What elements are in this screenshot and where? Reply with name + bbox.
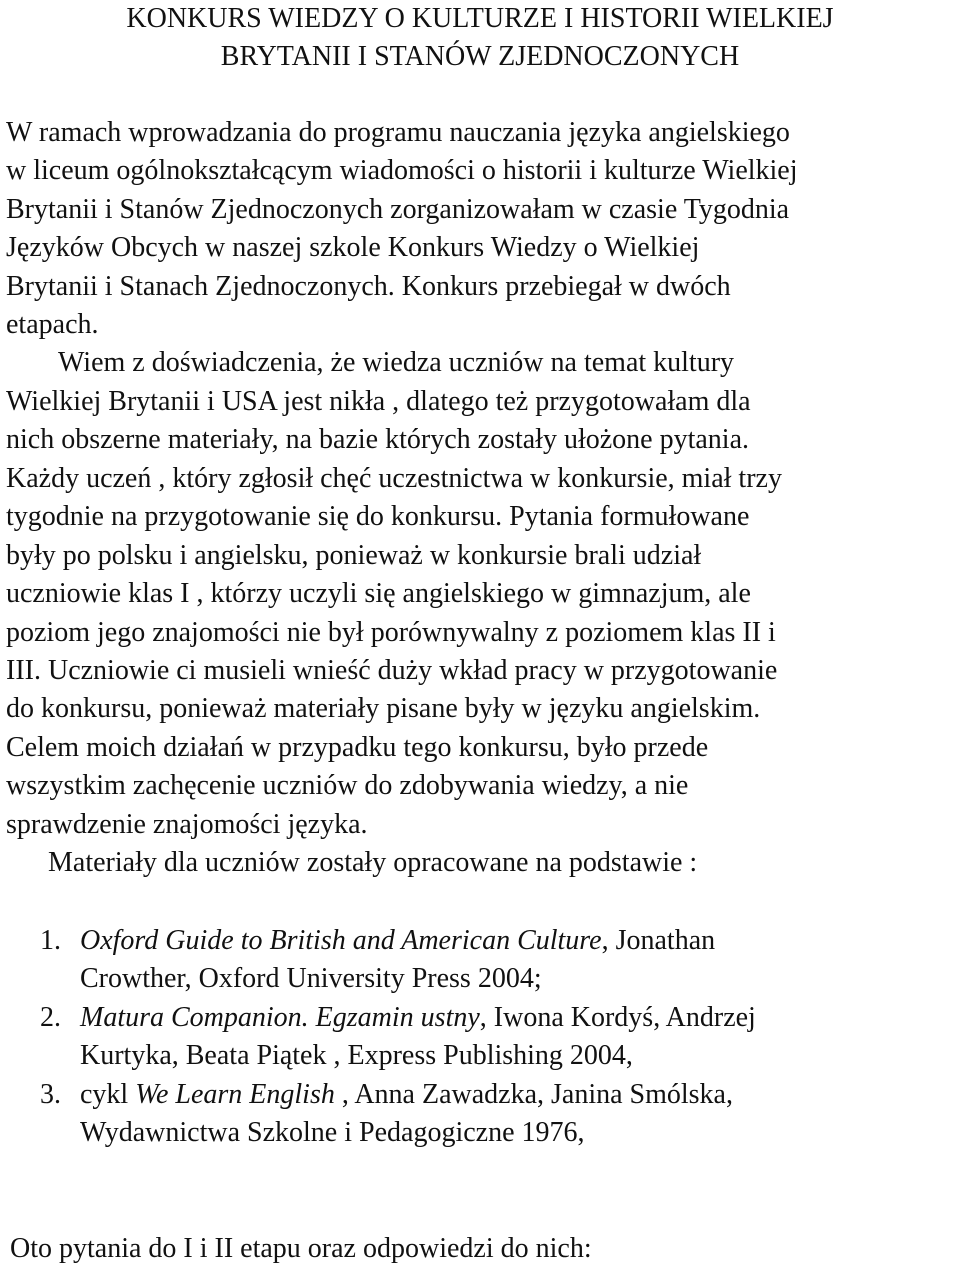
source-line: Kurtyka, Beata Piątek , Express Publishing 2004, bbox=[80, 1040, 633, 1071]
body-line: Języków Obcych w naszej szkole Konkurs Wiedzy o Wielkiej bbox=[6, 232, 700, 263]
body-line: Brytanii i Stanów Zjednoczonych zorganizowałam w czasie Tygodnia bbox=[6, 194, 790, 225]
body-line: w liceum ogólnokształcącym wiadomości o historii i kulturze Wielkiej bbox=[6, 155, 798, 186]
body-line: Brytanii i Stanach Zjednoczonych. Konkurs przebiegał w dwóch bbox=[6, 271, 731, 302]
source-text: , Iwona Kordyś, Andrzej bbox=[479, 1002, 756, 1033]
list-number: 1. bbox=[40, 925, 61, 956]
source-title: We Learn English bbox=[135, 1079, 335, 1110]
body-line: Każdy uczeń , który zgłosił chęć uczestnictwa w konkursie, miał trzy bbox=[6, 463, 782, 494]
source-title: Matura Companion. Egzamin ustny bbox=[80, 1002, 480, 1033]
body-line: do konkursu, ponieważ materiały pisane były w języku angielskim. bbox=[6, 693, 761, 724]
body-line: były po polsku i angielsku, ponieważ w konkursie brali udział bbox=[6, 540, 702, 571]
source-text: , Jonathan bbox=[601, 925, 716, 956]
footer-line: Oto pytania do I i II etapu oraz odpowiedzi do nich: bbox=[10, 1233, 592, 1264]
source-line: Crowther, Oxford University Press 2004; bbox=[80, 963, 542, 994]
body-line: etapach. bbox=[6, 309, 99, 340]
body-line: Celem moich działań w przypadku tego konkursu, było przede bbox=[6, 732, 709, 763]
source-line: Wydawnictwa Szkolne i Pedagogiczne 1976, bbox=[80, 1117, 585, 1148]
body-line: W ramach wprowadzania do programu nauczania języka angielskiego bbox=[6, 117, 790, 148]
body-line: nich obszerne materiały, na bazie których zostały ułożone pytania. bbox=[6, 424, 749, 455]
source-title: Oxford Guide to British and American Culture bbox=[80, 925, 602, 956]
body-line: poziom jego znajomości nie był porównywalny z poziomem klas II i bbox=[6, 617, 776, 648]
source-text: , Anna Zawadzka, Janina Smólska, bbox=[334, 1079, 733, 1110]
document-title-line-2: BRYTANII I STANÓW ZJEDNOCZONYCH bbox=[220, 41, 740, 72]
source-line bbox=[80, 1076, 733, 1114]
body-line: III. Uczniowie ci musieli wnieść duży wkład pracy w przygotowanie bbox=[6, 655, 778, 686]
body-line: sprawdzenie znajomości języka. bbox=[6, 809, 368, 840]
body-line: wszystkim zachęcenie uczniów do zdobywania wiedzy, a nie bbox=[6, 770, 689, 801]
list-number: 3. bbox=[40, 1079, 61, 1110]
body-line: Wielkiej Brytanii i USA jest nikła , dlatego też przygotowałam dla bbox=[6, 386, 751, 417]
source-line bbox=[80, 922, 715, 960]
body-line: Wiem z doświadczenia, że wiedza uczniów na temat kultury bbox=[58, 347, 735, 378]
body-line: Materiały dla uczniów zostały opracowane na podstawie : bbox=[48, 847, 698, 878]
source-line bbox=[80, 999, 756, 1037]
source-text: cykl bbox=[80, 1079, 136, 1110]
body-line: tygodnie na przygotowanie się do konkursu. Pytania formułowane bbox=[6, 501, 750, 532]
document-title-line-1: KONKURS WIEDZY O KULTURZE I HISTORII WIELKIEJ bbox=[126, 3, 834, 34]
body-line: uczniowie klas I , którzy uczyli się angielskiego w gimnazjum, ale bbox=[6, 578, 751, 609]
list-number: 2. bbox=[40, 1002, 61, 1033]
